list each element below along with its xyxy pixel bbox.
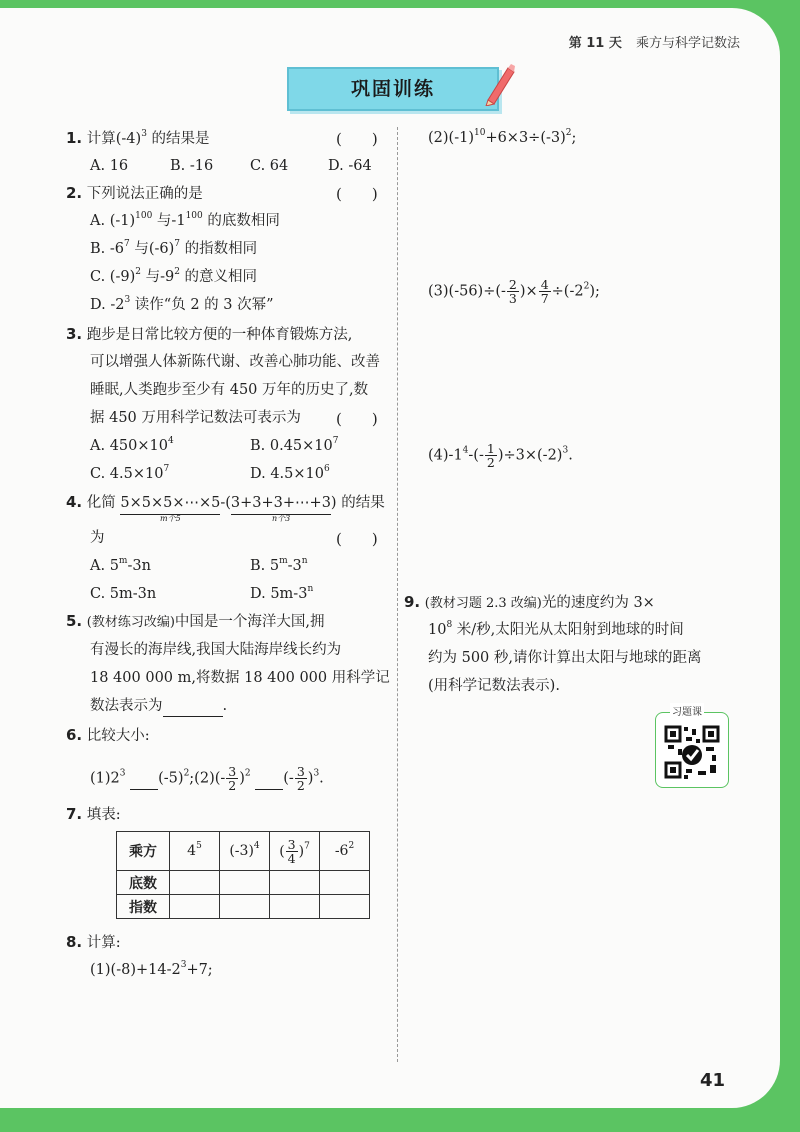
qr-code[interactable] — [655, 712, 729, 788]
q4-d-exp: n — [307, 584, 314, 594]
q8-number: 8. — [66, 933, 83, 951]
q2-number: 2. — [66, 184, 83, 202]
q2-option-b — [90, 239, 257, 259]
q6-p2-exp2: 3 — [313, 768, 320, 779]
q9-number: 9. — [404, 593, 421, 611]
q4-a-exp: m — [118, 556, 128, 566]
q2-a-exp1: 100 — [135, 211, 153, 221]
q4-a-a: A. 5 — [90, 558, 119, 574]
page-header — [569, 32, 740, 51]
q8-p4-d: . — [568, 447, 573, 464]
q2-d-a: D. -2 — [90, 297, 125, 313]
q5-line-1: 中国是一个海洋大国,拥 — [174, 614, 325, 630]
q4-b-a: B. 5 — [250, 558, 280, 574]
q2-option-a — [90, 211, 280, 231]
q4-b-exp1: m — [279, 556, 288, 566]
q1-option-d: D. -64 — [328, 158, 372, 174]
q8-p4-b: -(- — [468, 447, 484, 464]
q8-text: 计算: — [86, 935, 121, 951]
q9-l2-exp: 8 — [446, 620, 453, 630]
q5-line-2: 有漫长的海岸线,我国大陆海岸线长约为 — [90, 642, 342, 658]
q4-d-a: D. 5m-3 — [250, 586, 308, 602]
q8-p3-frac-1 — [507, 278, 519, 305]
q4-minus: -( — [220, 495, 231, 511]
q9-tag: (教材习题 2.3 改编) — [424, 596, 542, 611]
question-3 — [66, 324, 352, 345]
q2-b-a: B. -6 — [90, 241, 124, 257]
q8-part-3 — [428, 278, 600, 305]
question-5 — [66, 611, 325, 633]
q2-d-exp1: 3 — [124, 295, 131, 305]
q7-c3-den: 4 — [287, 850, 296, 866]
q4-option-d — [250, 584, 313, 604]
q8-p3-frac-2 — [539, 278, 551, 305]
q8-p4-exp: 4 — [462, 445, 469, 456]
q4-number: 4. — [66, 493, 83, 511]
q3-c: C. 4.5×10 — [90, 466, 164, 482]
q8-p4-f-den: 2 — [486, 455, 495, 470]
q4-b-b: -3 — [287, 558, 302, 574]
q2-b-b: 与(-6) — [129, 241, 175, 257]
q8-p4-f-num: 1 — [486, 441, 495, 456]
q6-p1-exp: 3 — [119, 768, 126, 779]
q3-option-b — [250, 436, 339, 456]
q4-label-n3: n个3 — [272, 514, 291, 523]
q4-option-a — [90, 556, 151, 576]
q7-table — [116, 831, 370, 919]
q9-l2-a: 10 — [428, 622, 447, 638]
q2-a-b: 与-1 — [152, 213, 186, 229]
q7-number: 7. — [66, 805, 83, 823]
question-1 — [66, 128, 210, 149]
q6-blank-1[interactable] — [130, 769, 158, 790]
q8-p2-c: ; — [571, 130, 577, 146]
column-divider — [397, 127, 398, 1062]
question-6 — [66, 725, 150, 746]
q2-answer-paren[interactable]: ( ) — [336, 185, 378, 203]
q7-c2-base: (-3) — [229, 843, 254, 859]
q8-p2-exp: 10 — [473, 128, 486, 138]
q4-a-b: -3n — [127, 558, 151, 574]
q6-p1-b: (-5) — [158, 770, 184, 787]
q5-end: . — [222, 698, 228, 714]
table-cell — [220, 832, 270, 871]
q7-c3-num: 3 — [287, 836, 296, 852]
q6-frac-1-num: 3 — [228, 764, 237, 779]
q1-exp: 3 — [141, 129, 147, 139]
q7-c1-exp: 5 — [196, 841, 202, 851]
q8-part-2 — [428, 128, 576, 148]
q6-frac-1-den: 2 — [228, 778, 237, 793]
q5-answer-blank[interactable] — [163, 696, 223, 717]
q8-p1-b: +7; — [186, 962, 213, 978]
q1-text-b: 的结果是 — [151, 131, 210, 147]
q5-tag: (教材练习改编) — [86, 615, 175, 630]
q8-p3-b: )× — [519, 283, 538, 300]
q4-b-exp2: n — [301, 556, 308, 566]
q6-p1-exp2: 2 — [183, 768, 190, 779]
q8-p3-f2-den: 7 — [540, 291, 549, 306]
q8-part-1 — [90, 960, 213, 980]
q7-text: 填表: — [86, 807, 121, 823]
q4-answer-paren[interactable]: ( ) — [336, 530, 378, 548]
q6-number: 6. — [66, 726, 83, 744]
q3-option-c — [90, 464, 169, 484]
q2-a-a: A. (-1) — [90, 213, 136, 229]
question-2 — [66, 183, 203, 204]
table-input-cell[interactable] — [270, 895, 320, 919]
q6-p1: (1)2 — [90, 770, 120, 787]
q7-c3-frac — [286, 838, 298, 865]
q2-c-b: 与-9 — [140, 269, 175, 285]
q6-frac-2-num: 3 — [296, 764, 305, 779]
q6-p2-exp: 2 — [244, 768, 251, 779]
section-title: 巩固训练 — [287, 67, 499, 111]
q4-close: ) — [330, 495, 337, 511]
q4-product-expression: 5×5×5×⋯×5 — [120, 493, 220, 515]
qr-code-icon — [656, 713, 728, 787]
q3-line-3: 睡眠,人类跑步至少有 450 万年的历史了,数 — [90, 382, 369, 398]
q7-c2-exp: 4 — [253, 841, 260, 851]
q8-p3-exp: 2 — [583, 281, 590, 292]
table-cell — [170, 832, 220, 871]
q1-text-a: 计算(-4) — [86, 131, 142, 147]
q3-a-exp: 4 — [167, 436, 174, 446]
q6-frac-2 — [295, 765, 307, 792]
table-input-cell[interactable] — [270, 871, 320, 895]
q8-p2-a: (2)(-1) — [428, 130, 474, 146]
question-7 — [66, 804, 121, 825]
question-9 — [404, 592, 655, 614]
q2-a-c: 的底数相同 — [202, 213, 280, 229]
q4-option-c: C. 5m-3n — [90, 586, 157, 602]
q4-post: 的结果 — [341, 495, 385, 511]
q2-option-d — [90, 295, 274, 315]
q4-line-2: 为 — [90, 530, 105, 546]
q1-option-c: C. 64 — [250, 158, 289, 174]
q6-expressions: $(1)2^3$ $(-5)^2;(2)(-$ $\frac{3}{2}$ )$^2$ (- $\frac{3}{2}$ )$^3$. — [90, 764, 324, 793]
q2-text: 下列说法正确的是 — [86, 186, 203, 202]
q3-b-exp: 7 — [332, 436, 339, 446]
q8-part-4 — [428, 442, 573, 469]
table-row — [117, 895, 370, 919]
q2-c-exp2: 2 — [174, 267, 180, 277]
page-number: 41 — [700, 1070, 726, 1091]
q3-line-1: 跑步是日常比较方便的一种体育锻炼方法, — [86, 327, 353, 343]
q7-c4-exp: 2 — [348, 841, 355, 851]
q9-line-3: 约为 500 秒,请你计算出太阳与地球的距离 — [428, 650, 702, 666]
question-4 — [66, 492, 385, 515]
q8-p3-f1-den: 3 — [508, 291, 517, 306]
q2-option-c — [90, 267, 257, 287]
table-input-cell[interactable] — [220, 895, 270, 919]
q3-line-2: 可以增强人体新陈代谢、改善心肺功能、改善 — [90, 354, 380, 370]
q8-p2-b: +6×3÷(-3) — [485, 130, 566, 146]
q3-option-a — [90, 436, 174, 456]
q9-l2-b: 米/秒,太阳光从太阳射到地球的时间 — [452, 622, 684, 638]
table-input-cell[interactable] — [170, 895, 220, 919]
q5-line-3: 18 400 000 m,将数据 18 400 000 用科学记 — [90, 670, 390, 686]
q8-p3-a: (3)(-56)÷(- — [428, 283, 506, 300]
header-topic: 乘方与科学记数法 — [635, 36, 740, 51]
q4-option-b — [250, 556, 308, 576]
q9-line-1: 光的速度约为 3× — [541, 595, 655, 611]
q7-c4-base: -6 — [334, 843, 349, 859]
q3-d-exp: 6 — [324, 464, 330, 474]
table-row — [117, 832, 370, 871]
table-header-exponent: 指数 — [117, 895, 170, 919]
q4-sum-expression: 3+3+3+⋯+3 — [231, 493, 331, 515]
q8-p4-exp2: 3 — [562, 445, 569, 456]
table-row — [117, 871, 370, 895]
q6-frac-2-den: 2 — [296, 778, 305, 793]
q3-answer-paren[interactable]: ( ) — [336, 410, 378, 428]
q5-line-4-text: 数法表示为 — [90, 698, 163, 714]
q3-option-d — [250, 464, 330, 484]
q1-option-a: A. 16 — [90, 158, 129, 174]
header-day: 第 11 天 — [568, 36, 622, 51]
q3-c-exp: 7 — [163, 464, 170, 474]
q6-text: 比较大小: — [86, 728, 150, 744]
q3-number: 3. — [66, 325, 83, 343]
table-header-power: 乘方 — [117, 832, 170, 871]
q6-sep: ;(2)(- — [189, 770, 226, 787]
q6-blank-2[interactable] — [255, 769, 283, 790]
q7-c3-exp: 7 — [304, 841, 310, 851]
q3-line-4: 据 450 万用科学记数法可表示为 — [90, 410, 301, 426]
q8-p2-exp2: 2 — [565, 128, 572, 138]
q1-answer-paren[interactable]: ( ) — [336, 130, 378, 148]
q2-b-c: 的指数相同 — [180, 241, 258, 257]
table-input-cell[interactable] — [320, 895, 370, 919]
q5-number: 5. — [66, 612, 83, 630]
q7-c1-base: 4 — [187, 843, 197, 859]
q8-p3-f1-num: 2 — [508, 277, 517, 292]
table-input-cell[interactable] — [220, 871, 270, 895]
q2-b-exp2: 7 — [174, 239, 181, 249]
table-input-cell[interactable] — [320, 871, 370, 895]
q8-p1-exp: 3 — [180, 960, 187, 970]
q2-c-a: C. (-9) — [90, 269, 136, 285]
q6-p2-b: (- — [283, 770, 294, 787]
table-cell: ( $\frac{3}{4}$ )$^7$ — [270, 832, 320, 871]
q2-c-exp1: 2 — [135, 267, 141, 277]
q8-p4-frac — [485, 442, 497, 469]
q2-c-c: 的意义相同 — [179, 269, 258, 285]
q2-d-b: 读作“负 2 的 3 次幂” — [130, 297, 274, 313]
q3-d: D. 4.5×10 — [250, 466, 324, 482]
q8-p3-c: ÷(-2 — [551, 283, 584, 300]
pencil-icon — [478, 62, 516, 106]
question-8 — [66, 932, 121, 953]
q6-frac-1 — [226, 765, 238, 792]
q5-line-4 — [90, 696, 227, 717]
q4-label-m5: m个5 — [160, 514, 181, 523]
table-cell — [320, 832, 370, 871]
q9-line-4: (用科学记数法表示). — [428, 678, 560, 694]
q1-number: 1. — [66, 129, 83, 147]
q8-p3-d: ); — [589, 283, 600, 300]
q3-b: B. 0.45×10 — [250, 438, 333, 454]
q1-option-b: B. -16 — [170, 158, 214, 174]
q4-pre: 化简 — [86, 495, 116, 511]
table-header-base: 底数 — [117, 871, 170, 895]
qr-label: 习题课 — [670, 703, 704, 718]
q8-p4-c: )÷3×(-2) — [497, 447, 563, 464]
table-input-cell[interactable] — [170, 871, 220, 895]
q6-end: . — [319, 770, 324, 787]
q2-a-exp2: 100 — [185, 211, 203, 221]
q2-b-exp1: 7 — [124, 239, 130, 249]
q8-p3-f2-num: 4 — [540, 277, 549, 292]
q8-p1-a: (1)(-8)+14-2 — [90, 962, 181, 978]
q9-line-2 — [428, 620, 684, 640]
q3-a: A. 450×10 — [90, 438, 168, 454]
q8-p4-a: (4)-1 — [428, 447, 463, 464]
